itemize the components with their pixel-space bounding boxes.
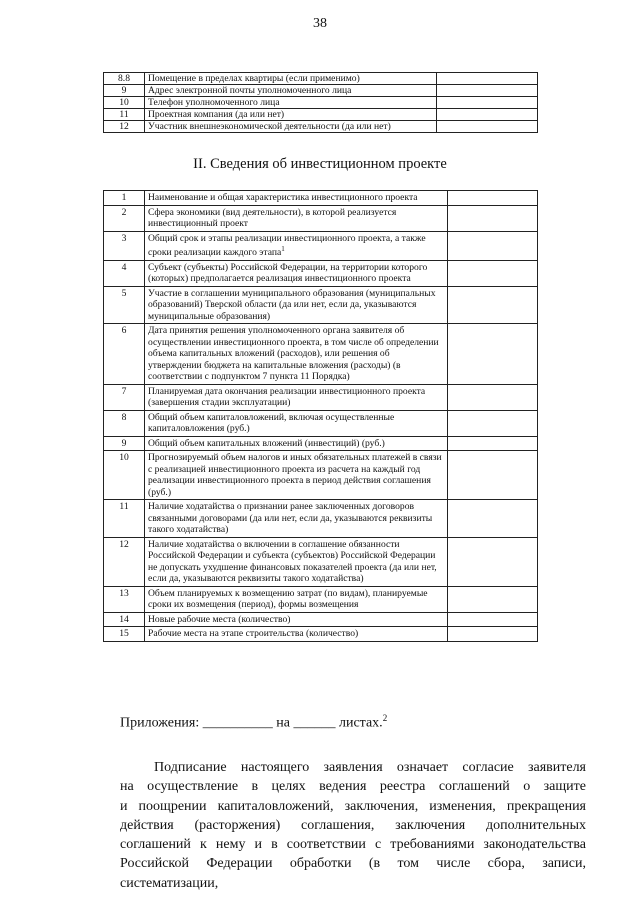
table-row: [104, 205, 538, 231]
table-row: [104, 384, 538, 410]
consent-paragraph: [120, 758, 586, 893]
row-label: Помещение в пределах квартиры (если применимо): [145, 73, 437, 85]
row-number: 8: [104, 410, 145, 436]
row-number: 9: [104, 436, 145, 451]
row-label: Наличие ходатайства о включении в соглашение обязанности Российской Федерации и субъекта (субъектов) Российской Федерации не допускать ухудшение финансовых показателей проекта (да или нет, если да, указываются реквизиты такого ходатайства): [145, 537, 448, 586]
table-row: [104, 73, 538, 85]
row-label: Общий объем капиталовложений, включая осуществленные капиталовложения (руб.): [145, 410, 448, 436]
row-label: Наличие ходатайства о признании ранее заключенных договоров связанными договорами (да или нет, если да, указываются реквизиты такого ходатайства): [145, 500, 448, 538]
row-label-text: Общий срок и этапы реализации инвестиционного проекта, а также сроки реализации каждого этапа: [148, 232, 426, 259]
row-label: Дата принятия решения уполномоченного органа заявителя об осуществлении инвестиционного проекта, в том числе об определении объема капитальных вложений (расходов), или решения об утверждении бюджета на капитальные вложения (расходы) (в соответствии с подпунктом 7 пункта 11 Порядка): [145, 324, 448, 385]
row-number: 12: [104, 537, 145, 586]
table-row: [104, 436, 538, 451]
table-row: [104, 324, 538, 385]
row-value-cell[interactable]: [448, 191, 538, 206]
row-number: 7: [104, 384, 145, 410]
table-row: [104, 109, 538, 121]
row-number: 10: [104, 451, 145, 500]
row-label: Телефон уполномоченного лица: [145, 97, 437, 109]
paragraph-line: и поощрении капиталовложений, заключения, изменения, прекращения: [120, 798, 586, 814]
row-number: 13: [104, 586, 145, 612]
table-row: [104, 586, 538, 612]
row-number: 12: [104, 121, 145, 133]
row-label: Субъект (субъекты) Российской Федерации, на территории которого (которых) предполагается реализация инвестиционного проекта: [145, 260, 448, 286]
appendix-blank-count[interactable]: __________: [202, 715, 273, 731]
table-row: [104, 627, 538, 642]
investment-project-table: [103, 190, 538, 642]
row-number: 1: [104, 191, 145, 206]
row-number: 8.8: [104, 73, 145, 85]
row-value-cell[interactable]: [448, 436, 538, 451]
section-title: II. Сведения об инвестиционном проекте: [193, 156, 447, 172]
table-row: [104, 85, 538, 97]
row-value-cell[interactable]: [448, 205, 538, 231]
row-number: 14: [104, 612, 145, 627]
row-label: Наименование и общая характеристика инвестиционного проекта: [145, 191, 448, 206]
table-row: [104, 97, 538, 109]
paragraph-line: Российской Федерации обработки (в том числе сбора, записи, систематизации,: [120, 856, 586, 891]
row-value-cell[interactable]: [437, 85, 538, 97]
row-value-cell[interactable]: [448, 612, 538, 627]
appendix-sheets: листах.: [338, 715, 383, 731]
row-number: 6: [104, 324, 145, 385]
row-number: 3: [104, 231, 145, 260]
appendix-label: Приложения:: [120, 715, 200, 731]
row-label: Сфера экономики (вид деятельности), в которой реализуется инвестиционный проект: [145, 205, 448, 231]
row-number: 15: [104, 627, 145, 642]
row-value-cell[interactable]: [448, 410, 538, 436]
row-label: Адрес электронной почты уполномоченного лица: [145, 85, 437, 97]
footnote-marker: 2: [382, 713, 388, 723]
table-row: [104, 500, 538, 538]
row-value-cell[interactable]: [448, 537, 538, 586]
row-number: 4: [104, 260, 145, 286]
row-label: Планируемая дата окончания реализации инвестиционного проекта (завершения стадии эксплуатации): [145, 384, 448, 410]
applicant-info-table: [103, 72, 538, 133]
row-number: 11: [104, 500, 145, 538]
row-value-cell[interactable]: [448, 324, 538, 385]
row-label: Объем планируемых к возмещению затрат (по видам), планируемые сроки их возмещения (период), формы возмещения: [145, 586, 448, 612]
footnote-marker: 1: [281, 245, 285, 253]
row-label: [145, 231, 448, 260]
table-row: [104, 537, 538, 586]
table-row: [104, 231, 538, 260]
appendix-blank-sheets[interactable]: ______: [293, 715, 336, 731]
row-number: 9: [104, 85, 145, 97]
row-value-cell[interactable]: [437, 109, 538, 121]
appendix-line: [120, 713, 387, 732]
row-number: 10: [104, 97, 145, 109]
row-value-cell[interactable]: [448, 586, 538, 612]
row-label: Прогнозируемый объем налогов и иных обязательных платежей в связи с реализацией инвестиционного проекта из расчета на каждый год реализации инвестиционного проекта в период действия соглашения (руб.): [145, 451, 448, 500]
appendix-on: на: [276, 715, 290, 731]
row-label: Общий объем капитальных вложений (инвестиций) (руб.): [145, 436, 448, 451]
table-row: [104, 286, 538, 324]
table-row: [104, 260, 538, 286]
table-row: [104, 121, 538, 133]
row-value-cell[interactable]: [437, 97, 538, 109]
paragraph-line: соглашений к нему и в соответствии с требованиями законодательства: [120, 837, 586, 853]
row-value-cell[interactable]: [437, 73, 538, 85]
row-number: 11: [104, 109, 145, 121]
row-value-cell[interactable]: [448, 286, 538, 324]
table-row: [104, 191, 538, 206]
row-label: Участие в соглашении муниципального образования (муниципальных образований) Тверской области (да или нет, если да, указываются муниципальные образования): [145, 286, 448, 324]
row-value-cell[interactable]: [448, 260, 538, 286]
row-label: Новые рабочие места (количество): [145, 612, 448, 627]
row-value-cell[interactable]: [437, 121, 538, 133]
row-value-cell[interactable]: [448, 500, 538, 538]
row-value-cell[interactable]: [448, 451, 538, 500]
row-value-cell[interactable]: [448, 384, 538, 410]
row-value-cell[interactable]: [448, 231, 538, 260]
paragraph-line: на осуществление в целях ведения реестра соглашений о защите: [120, 779, 586, 795]
table-row: [104, 612, 538, 627]
paragraph-line: действия (расторжения) соглашения, заключения дополнительных: [120, 817, 586, 833]
row-value-cell[interactable]: [448, 627, 538, 642]
page-number: 38: [313, 16, 327, 31]
table-row: [104, 451, 538, 500]
row-number: 5: [104, 286, 145, 324]
row-label: Рабочие места на этапе строительства (количество): [145, 627, 448, 642]
row-label: Проектная компания (да или нет): [145, 109, 437, 121]
row-label: Участник внешнеэкономической деятельности (да или нет): [145, 121, 437, 133]
table-row: [104, 410, 538, 436]
paragraph-line: Подписание настоящего заявления означает согласие заявителя: [154, 760, 586, 775]
row-number: 2: [104, 205, 145, 231]
